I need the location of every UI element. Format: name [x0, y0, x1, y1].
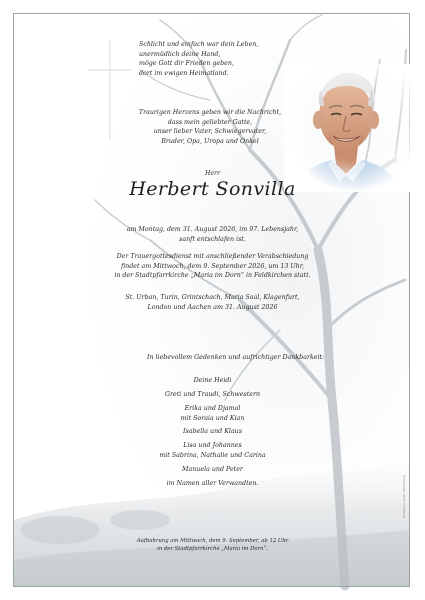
salutation: Herr	[205, 170, 220, 177]
family-member: mit Sabrina, Nathalie und Carina	[159, 452, 266, 460]
family-member: Greti und Traudi, Schwestern	[164, 390, 261, 398]
announcement-line: unser lieber Vater, Schwiegervater,	[153, 128, 267, 136]
poem-line: dort im ewigen Heimatland.	[139, 70, 229, 78]
family-member: Lisa und Johannes	[183, 442, 242, 450]
places-and-date	[0, 293, 425, 312]
viewing-notice-line: in der Stadtpfarrkirche „Maria im Dorn“.	[157, 546, 268, 552]
places-line: St. Urban, Turin, Grintschach, Maria Saal, Klagenfurt,	[125, 294, 300, 301]
service-notice-line: in der Stadtpfarrkirche „Maria im Dorn“ in Feldkirchen statt.	[114, 272, 311, 280]
service-notice	[0, 252, 425, 281]
memorial-poem	[139, 40, 279, 79]
viewing-notice-line: Aufbahrung am Mittwoch, dem 9. September, ab 12 Uhr	[136, 538, 289, 544]
death-notice-line: sanft entschlafen ist.	[179, 235, 246, 243]
family-member: Manuela und Peter	[182, 465, 243, 473]
family-member: Deine Heidi	[193, 377, 232, 384]
print-credit: Auflösung durch: Bestattung	[402, 475, 406, 518]
service-notice-line: findet am Mittwoch, dem 9. September 2026, um 13 Uhr,	[120, 262, 305, 270]
family-member: im Namen aller Verwandten.	[166, 479, 259, 487]
thanks-line: In liebevollem Gedenken und aufrichtiger Dankbarkeit:	[147, 354, 325, 361]
announcement-line: Traurigen Herzens geben wir die Nachricht,	[138, 109, 282, 116]
places-line: London und Aachen am 31. August 2026	[147, 303, 278, 311]
announcement-text	[110, 108, 310, 147]
family-member: Isabella und Klaus	[183, 428, 242, 436]
family-list	[0, 376, 425, 489]
poem-line: unermüdlich deine Hand,	[139, 50, 221, 58]
poem-line: möge Gott dir Frieden geben,	[139, 60, 234, 68]
deceased-name: Herbert Sonvilla	[129, 178, 296, 200]
announcement-line: dass mein geliebter Gatte,	[167, 118, 253, 126]
service-notice-line: Der Trauergottesdienst mit anschließender Verabschiedung	[116, 253, 309, 260]
family-member: Erika und Djamal	[184, 404, 241, 412]
poem-line: Schlicht und einfach war dein Leben,	[139, 41, 259, 48]
announcement-line: Bruder, Opa, Uropa und Onkel	[161, 138, 259, 146]
family-member: mit Soraia und Kian	[180, 414, 245, 422]
viewing-notice	[0, 537, 425, 553]
death-notice-line: am Montag, dem 31. August 2026, im 97. Lebensjahr,	[126, 226, 299, 233]
death-notice	[0, 225, 425, 244]
